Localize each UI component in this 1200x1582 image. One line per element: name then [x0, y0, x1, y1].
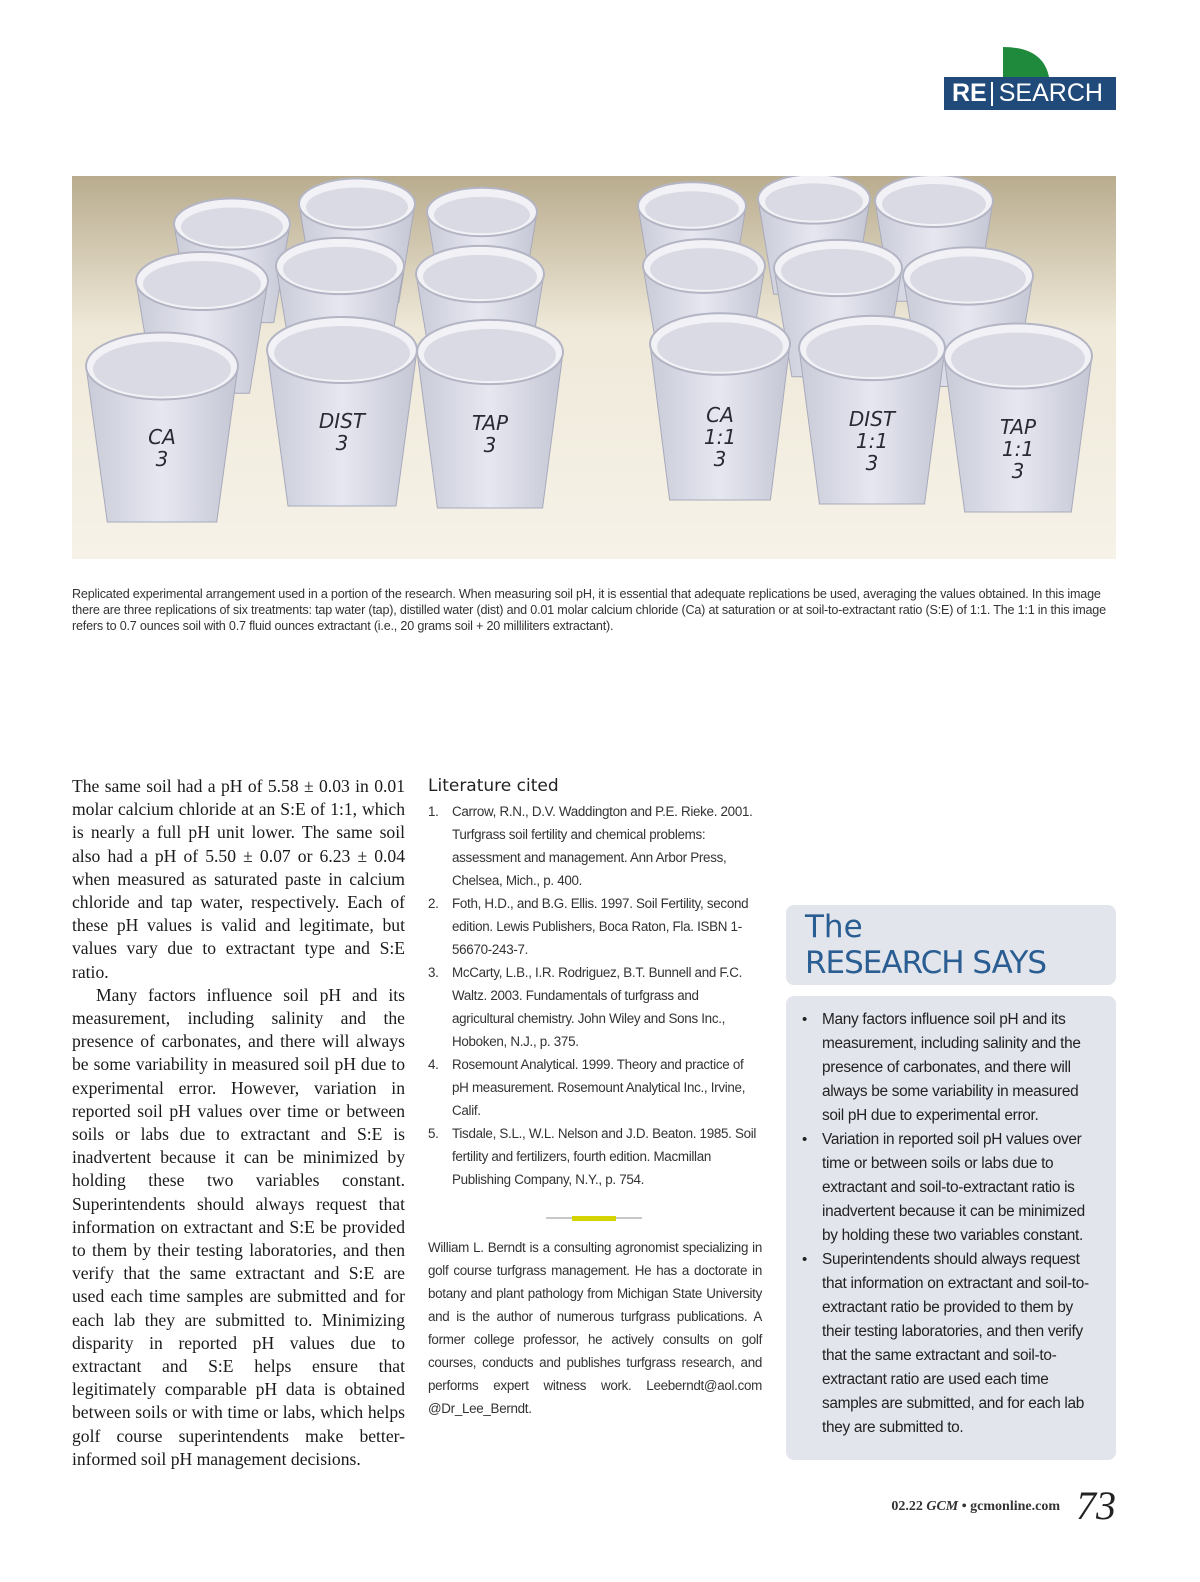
cup-inner: [181, 207, 283, 246]
cup-inner: [657, 322, 783, 372]
footer-text: [891, 1499, 1060, 1515]
literature-list: [428, 800, 763, 1191]
literature-item: 5. Tisdale, S.L., W.L. Nelson and J.D. Beaton. 1985. Soil fertility and fertilizers, fourth edition. Macmillan Publishing Company, N.Y., p. 754.: [428, 1126, 757, 1187]
body-text: [72, 775, 405, 1471]
cup-inner: [806, 325, 938, 377]
author-bio: William L. Berndt is a consulting agronomist specializing in golf course turfgrass management. He has a doctorate in botany and plant pathology from Michigan State University and is the author of numerous turfgrass publications. A former college professor, he actively consults on golf courses, conducts and publishes turfgrass research, and performs expert witness work. Leeberndt@aol.com @Dr_Lee_Berndt.: [428, 1240, 762, 1416]
footer-mag: GCM: [926, 1499, 959, 1514]
research-badge: [944, 77, 1116, 110]
research-says-bullet: • Many factors influence soil pH and its measurement, including salinity and the presence of carbonates, and there will always be some variability in measured soil pH due to experimental error.: [802, 1008, 1090, 1128]
research-says-bullet: • Superintendents should always request that information on extractant and soil-to-extractant ratio be provided to them by their testing laboratories, and then verify that the same extractant and soil-to-extractant ratio are used each time samples are submitted, and for each lab they are submitted to.: [802, 1248, 1090, 1440]
badge-search: SEARCH: [998, 79, 1103, 107]
bullet-icon: •: [802, 1251, 807, 1268]
research-says-box: [786, 996, 1116, 1460]
cup-label: DIST: [848, 407, 896, 431]
body-paragraph-2: Many factors influence soil pH and its measurement, including salinity and the presence of carbonates, and there will always be some variability in measured soil pH due to experimental error. However, variation in reported soil pH values over time or between soils or labs due to extractant and S:E is inadvertent because it can be minimized by holding these two variables constant. Superintendents should always request that information on extractant and S:E be provided to them by their testing laboratories, and then verify that the same extractant and S:E are used each time samples are submitted and for each lab they are submitted to. Minimizing disparity in reported pH values due to extractant and S:E helps ensure that legitimately comparable pH data is obtained between soils or with time or labs, which helps golf course superintendents make better-informed soil pH management decisions.: [72, 984, 405, 1469]
cup-inner: [423, 255, 537, 299]
cup-inner: [143, 261, 261, 307]
cup-label: 3: [713, 447, 727, 471]
cup-inner: [650, 248, 758, 290]
photo-caption: Replicated experimental arrangement used in a portion of the research. When measuring soil pH, it is essential that adequate replications be used, averaging the values obtained. In this image there are three replications of six treatments: tap water (tap), distilled water (dist) and 0.01 molar calcium chloride (Ca) at saturation or at soil-to-extractant ratio (S:E) of 1:1. The 1:1 in this image refers to 0.7 ounces soil with 0.7 fluid ounces extractant (i.e., 20 grams soil + 20 milliliters extractant).: [72, 587, 1106, 633]
literature-item: 3. McCarty, L.B., I.R. Rodriguez, B.T. Bunnell and F.C. Waltz. 2003. Fundamentals of turfgrass and agricultural chemistry. John Wiley and Sons Inc., Hoboken, N.J., p. 375.: [428, 965, 743, 1049]
research-says-header: [786, 905, 1116, 985]
cup-label: TAP: [471, 411, 509, 435]
cup-label: TAP: [999, 415, 1037, 439]
cup-label: 3: [335, 431, 349, 455]
cup-inner: [424, 329, 556, 381]
footer-site: gcmonline.com: [970, 1499, 1060, 1514]
cup-label: 3: [1011, 459, 1025, 483]
page-number: 73: [1076, 1483, 1116, 1528]
research-leaf-icon: [1003, 47, 1049, 77]
cup-label: 3: [155, 447, 169, 471]
cup-inner: [882, 184, 986, 224]
literature-item: 4. Rosemount Analytical. 1999. Theory and practice of pH measurement. Rosemount Analytical Inc., Irvine, Calif.: [428, 1057, 746, 1118]
cup-label: 3: [865, 451, 879, 475]
cups-photo: [72, 176, 1116, 559]
literature-item: 1. Carrow, R.N., D.V. Waddington and P.E. Rieke. 2001. Turfgrass soil fertility and chemical problems: assessment and management. Ann Arbor Press, Chelsea, Mich., p. 400.: [428, 804, 753, 888]
literature-item: 2. Foth, H.D., and B.G. Ellis. 1997. Soil Fertility, second edition. Lewis Publishers, Boca Raton, Fla. ISBN 1-56670-243-7.: [428, 896, 749, 957]
literature-title: Literature cited: [428, 776, 559, 796]
cup-label: 3: [483, 433, 497, 457]
cup-inner: [951, 332, 1085, 385]
cup-label: DIST: [318, 409, 366, 433]
body-paragraph-1: The same soil had a pH of 5.58 ± 0.03 in 0.01 molar calcium chloride at an S:E of 1:1, which is nearly a full pH unit lower. The same soil also had a pH of 5.50 ± 0.07 or 6.23 ± 0.04 when measured as saturated paste in calcium chloride and tap water, respectively. Each of these pH values is valid and legitimate, but values vary due to extractant type and S:E ratio.: [72, 776, 405, 982]
cup-label: CA: [148, 425, 176, 449]
cup-label: 1:1: [1001, 437, 1035, 461]
literature-cited: [428, 776, 763, 1191]
cup-inner: [765, 183, 863, 220]
bullet-icon: •: [802, 1011, 807, 1028]
bullet-icon: •: [802, 1131, 807, 1148]
cup-label: 1:1: [703, 425, 737, 449]
badge-separator: [991, 82, 993, 106]
cup-inner: [283, 247, 397, 291]
research-says-list: [786, 996, 1116, 1440]
cup-inner: [434, 197, 530, 233]
footer-issue: 02.22: [891, 1499, 923, 1514]
page-footer: [845, 1483, 1116, 1528]
cup-inner: [781, 249, 895, 293]
cup-inner: [645, 191, 739, 227]
footer-sep: •: [961, 1499, 967, 1514]
cup-inner: [93, 342, 231, 397]
cup-inner: [910, 256, 1026, 301]
badge-re: RE: [952, 79, 987, 107]
cup-inner: [306, 187, 408, 226]
cup-label: 1:1: [855, 429, 889, 453]
sidebar-title: RESEARCH SAYS: [805, 945, 1047, 981]
cup-label: CA: [706, 403, 734, 427]
sidebar-title-the: The: [805, 909, 863, 945]
divider-accent: [572, 1216, 616, 1221]
research-says-bullet: • Variation in reported soil pH values over time or between soils or labs due to extractant and soil-to-extractant ratio is inadvertent because it can be minimized by holding these two variables constant.: [802, 1128, 1090, 1248]
cup-inner: [274, 326, 410, 380]
